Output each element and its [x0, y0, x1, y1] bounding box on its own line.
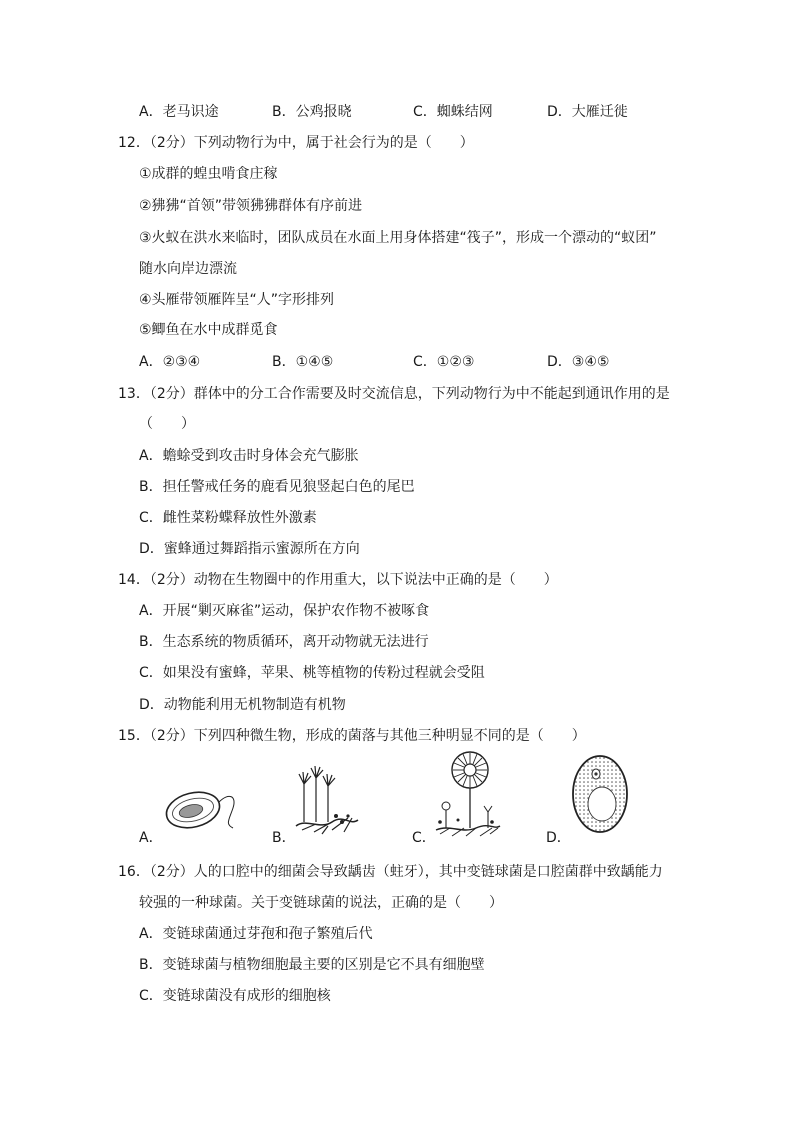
- q16-stem-cont: 较强的一种球菌。关于变链球菌的说法，正确的是（ ）: [139, 895, 503, 911]
- q15-label-b: B．: [272, 830, 296, 846]
- q11-option-d: D．大雁迁徙: [547, 104, 628, 120]
- q12-item-4: ④头雁带领雁阵呈“人”字形排列: [139, 292, 335, 308]
- q13-option-d: D．蜜蜂通过舞蹈指示蜜源所在方向: [139, 541, 360, 557]
- q13-option-c: C．雌性菜粉蝶释放性外激素: [139, 510, 317, 526]
- q14-option-b: B．生态系统的物质循环，离开动物就无法进行: [139, 634, 429, 650]
- q12-item-3-cont: 随水向岸边漂流: [139, 261, 237, 277]
- q16-option-b: B．变链球菌与植物细胞最主要的区别是它不具有细胞壁: [139, 957, 485, 973]
- q16-stem: 16．（2分）人的口腔中的细菌会导致龋齿（蛀牙），其中变链球菌是口腔菌群中致龋能力: [118, 864, 663, 880]
- q11-option-b: B．公鸡报晓: [272, 104, 352, 120]
- q11-options: [139, 102, 659, 122]
- q11-option-a: A．老马识途: [139, 104, 219, 120]
- yeast-icon: [570, 752, 630, 836]
- q13-stem-cont: （ ）: [139, 416, 195, 432]
- q12-option-d: D．③④⑤: [547, 354, 610, 370]
- q13-stem: 13．（2分）群体中的分工合作需要及时交流信息，下列动物行为中不能起到通讯作用的是: [118, 386, 670, 402]
- q15-label-d: D．: [546, 830, 571, 846]
- q16-option-c: C．变链球菌没有成形的细胞核: [139, 988, 331, 1004]
- q12-option-a: A．②③④: [139, 354, 201, 370]
- q12-item-3: ③火蚁在洪水来临时，团队成员在水面上用身体搭建“筏子”，形成一个漂动的“蚁团”: [139, 230, 657, 246]
- q14-option-a: A．开展“剿灭麻雀”运动，保护农作物不被啄食: [139, 603, 430, 619]
- mucor-icon: [432, 750, 504, 840]
- q13-option-b: B．担任警戒任务的鹿看见狼竖起白色的尾巴: [139, 479, 415, 495]
- q11-option-c: C．蜘蛛结网: [413, 104, 493, 120]
- q12-option-b: B．①④⑤: [272, 354, 334, 370]
- q15-label-a: A．: [139, 830, 163, 846]
- penicillium-icon: [292, 760, 362, 840]
- q12-item-1: ①成群的蝗虫啃食庄稼: [139, 166, 278, 182]
- q14-option-c: C．如果没有蜜蜂，苹果、桃等植物的传粉过程就会受阻: [139, 665, 485, 681]
- q14-stem: 14．（2分）动物在生物圈中的作用重大，以下说法中正确的是（ ）: [118, 572, 558, 588]
- q12-item-2: ②狒狒“首领”带领狒狒群体有序前进: [139, 198, 363, 214]
- q15-stem: 15．（2分）下列四种微生物，形成的菌落与其他三种明显不同的是（ ）: [118, 728, 586, 744]
- q13-option-a: A．蟾蜍受到攻击时身体会充气膨胀: [139, 448, 359, 464]
- q15-label-c: C．: [412, 830, 436, 846]
- q16-option-a: A．变链球菌通过芽孢和孢子繁殖后代: [139, 926, 373, 942]
- q14-option-d: D．动物能利用无机物制造有机物: [139, 697, 346, 713]
- bacterium-icon: [163, 782, 241, 832]
- q12-item-5: ⑤鲫鱼在水中成群觅食: [139, 322, 278, 338]
- q12-option-c: C．①②③: [413, 354, 475, 370]
- q15-figures: [0, 760, 794, 860]
- q12-stem: 12．（2分）下列动物行为中，属于社会行为的是（ ）: [118, 135, 474, 151]
- q12-options: [139, 352, 659, 372]
